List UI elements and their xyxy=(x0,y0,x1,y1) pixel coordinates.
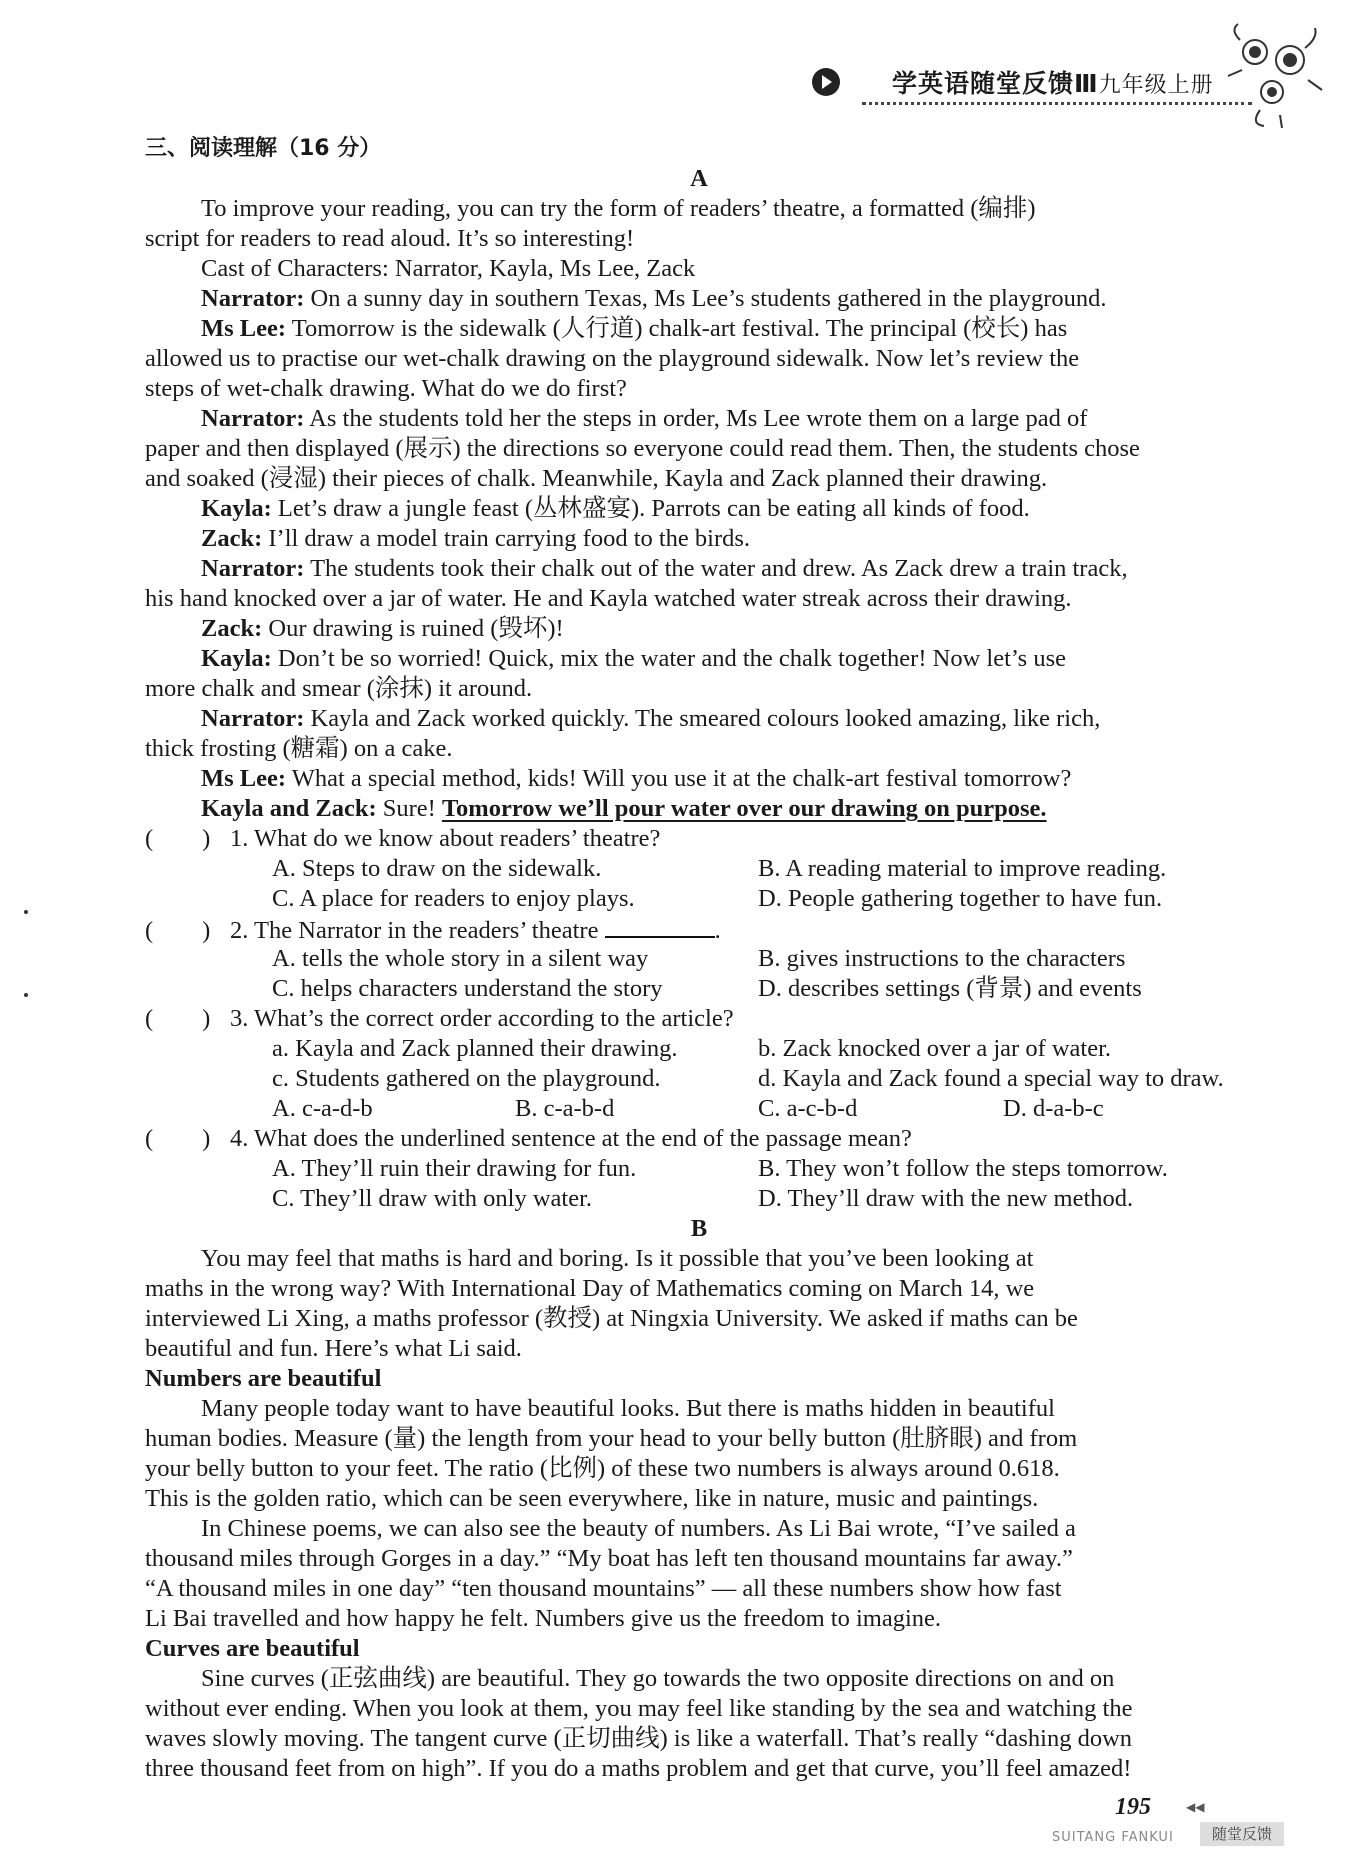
paragraph-line: “A thousand miles in one day” “ten thousand mountains” — all these numbers show how fast xyxy=(145,1575,1062,1602)
book-title: 学英语随堂反馈Ⅲ九年级上册 xyxy=(892,69,1214,98)
script-line: thick frosting (糖霜) on a cake. xyxy=(145,735,453,762)
script-line: his hand knocked over a jar of water. He and Kayla watched water streak across their drawing. xyxy=(145,585,1072,612)
passage-a-intro-line: script for readers to read aloud. It’s so interesting! xyxy=(145,225,635,252)
speaker: Kayla and Zack: xyxy=(201,795,377,822)
answer-paren[interactable]: ( ) xyxy=(145,917,211,944)
answer-paren[interactable]: ( ) xyxy=(145,1005,211,1032)
paragraph-line: without ever ending. When you look at them, you may feel like standing by the sea and watching the xyxy=(145,1695,1133,1722)
option: C. a-c-b-d xyxy=(758,1095,858,1122)
option: D. People gathering together to have fun. xyxy=(758,885,1163,912)
paragraph-line: waves slowly moving. The tangent curve (正切曲线) is like a waterfall. That’s really “dashing down xyxy=(145,1725,1133,1752)
question-stem: 1. What do we know about readers’ theatre? xyxy=(230,825,661,852)
script-line: Zack: I’ll draw a model train carrying food to the birds. xyxy=(201,525,751,552)
speaker: Narrator: xyxy=(201,555,305,582)
scan-speck xyxy=(24,993,28,997)
option: B. A reading material to improve reading. xyxy=(758,855,1167,882)
paragraph-line: In Chinese poems, we can also see the beauty of numbers. As Li Bai wrote, “I’ve sailed a xyxy=(201,1515,1076,1542)
option: B. They won’t follow the steps tomorrow. xyxy=(758,1155,1168,1182)
footer-brand-en: SUITANG FANKUI xyxy=(1052,1830,1174,1845)
speaker: Ms Lee: xyxy=(201,765,287,792)
double-arrow-left-icon: ◀◀ xyxy=(1186,1800,1205,1814)
event-item: d. Kayla and Zack found a special way to draw. xyxy=(758,1065,1224,1092)
question-4 xyxy=(145,1124,912,1154)
script-line: Narrator: The students took their chalk out of the water and drew. As Zack drew a train track, xyxy=(201,555,1128,582)
option: B. gives instructions to the characters xyxy=(758,945,1126,972)
paragraph-line: thousand miles through Gorges in a day.” “My boat has left ten thousand mountains far away.” xyxy=(145,1545,1073,1572)
answer-paren[interactable]: ( ) xyxy=(145,825,211,852)
script-line: Narrator: As the students told her the steps in order, Ms Lee wrote them on a large pad of xyxy=(201,405,1088,432)
paragraph-line: You may feel that maths is hard and boring. Is it possible that you’ve been looking at xyxy=(201,1245,1034,1272)
option: C. helps characters understand the story xyxy=(272,975,663,1002)
paragraph-line: maths in the wrong way? With International Day of Mathematics coming on March 14, we xyxy=(145,1275,1035,1302)
script-line: paper and then displayed (展示) the directions so everyone could read them. Then, the students chose xyxy=(145,435,1140,462)
option: B. c-a-b-d xyxy=(515,1095,615,1122)
fill-blank[interactable] xyxy=(605,914,715,938)
option: A. Steps to draw on the sidewalk. xyxy=(272,855,602,882)
script-line: Zack: Our drawing is ruined (毁坏)! xyxy=(201,615,564,642)
passage-a-label: A xyxy=(690,165,708,192)
event-item: c. Students gathered on the playground. xyxy=(272,1065,661,1092)
paragraph-line: beautiful and fun. Here’s what Li said. xyxy=(145,1335,522,1362)
passage-a-intro-line: To improve your reading, you can try the form of readers’ theatre, a formatted (编排) xyxy=(201,195,1036,222)
option: D. They’ll draw with the new method. xyxy=(758,1185,1134,1212)
option: A. c-a-d-b xyxy=(272,1095,373,1122)
subheading: Numbers are beautiful xyxy=(145,1365,382,1392)
speaker: Ms Lee: xyxy=(201,315,287,342)
page-number: 195 xyxy=(1115,1794,1151,1820)
section-title: 三、阅读理解（16 分） xyxy=(145,136,382,161)
paragraph-line: Li Bai travelled and how happy he felt. Numbers give us the freedom to imagine. xyxy=(145,1605,942,1632)
speaker: Kayla: xyxy=(201,645,272,672)
script-line: more chalk and smear (涂抹) it around. xyxy=(145,675,533,702)
script-line: Narrator: Kayla and Zack worked quickly. The smeared colours looked amazing, like rich, xyxy=(201,705,1101,732)
option: A. tells the whole story in a silent way xyxy=(272,945,649,972)
speaker: Kayla: xyxy=(201,495,272,522)
script-line: Ms Lee: Tomorrow is the sidewalk (人行道) chalk-art festival. The principal (校长) has xyxy=(201,315,1068,342)
script-line: Narrator: On a sunny day in southern Texas, Ms Lee’s students gathered in the playground. xyxy=(201,285,1107,312)
script-line: steps of wet-chalk drawing. What do we do first? xyxy=(145,375,627,402)
script-line: Kayla: Don’t be so worried! Quick, mix the water and the chalk together! Now let’s use xyxy=(201,645,1066,672)
option: D. describes settings (背景) and events xyxy=(758,975,1142,1002)
answer-paren[interactable]: ( ) xyxy=(145,1125,211,1152)
option: C. A place for readers to enjoy plays. xyxy=(272,885,635,912)
paragraph-line: human bodies. Measure (量) the length from your head to your belly button (肚脐眼) and from xyxy=(145,1425,1078,1452)
question-2: ( ) 2. The Narrator in the readers’ theatre . xyxy=(145,914,721,946)
speaker: Narrator: xyxy=(201,405,305,432)
paragraph-line: Sine curves (正弦曲线) are beautiful. They go towards the two opposite directions on and on xyxy=(201,1665,1115,1692)
event-item: b. Zack knocked over a jar of water. xyxy=(758,1035,1112,1062)
speaker: Zack: xyxy=(201,525,263,552)
speaker: Zack: xyxy=(201,615,263,642)
question-stem: 2. The Narrator in the readers’ theatre xyxy=(230,917,599,944)
script-line: Kayla and Zack: Sure! Tomorrow we’ll pour water over our drawing on purpose. xyxy=(201,795,1047,822)
question-stem: 4. What does the underlined sentence at the end of the passage mean? xyxy=(230,1125,912,1152)
passage-a-cast: Cast of Characters: Narrator, Kayla, Ms Lee, Zack xyxy=(201,255,696,282)
speaker: Narrator: xyxy=(201,285,305,312)
speaker: Narrator: xyxy=(201,705,305,732)
script-line: Ms Lee: What a special method, kids! Will you use it at the chalk-art festival tomorrow? xyxy=(201,765,1072,792)
subheading: Curves are beautiful xyxy=(145,1635,360,1662)
option: A. They’ll ruin their drawing for fun. xyxy=(272,1155,637,1182)
question-stem: 3. What’s the correct order according to the article? xyxy=(230,1005,734,1032)
event-item: a. Kayla and Zack planned their drawing. xyxy=(272,1035,678,1062)
option: C. They’ll draw with only water. xyxy=(272,1185,593,1212)
paragraph-line: your belly button to your feet. The ratio (比例) of these two numbers is always around 0.618. xyxy=(145,1455,1060,1482)
question-1 xyxy=(145,824,660,854)
option: D. d-a-b-c xyxy=(1003,1095,1104,1122)
scan-speck xyxy=(24,910,28,914)
footer-brand-cn: 随堂反馈 xyxy=(1200,1822,1284,1846)
paragraph-line: three thousand feet from on high”. If you do a maths problem and get that curve, you’ll feel amazed! xyxy=(145,1755,1132,1782)
script-line: and soaked (浸湿) their pieces of chalk. Meanwhile, Kayla and Zack planned their drawing. xyxy=(145,465,1048,492)
script-line: Kayla: Let’s draw a jungle feast (丛林盛宴). Parrots can be eating all kinds of food. xyxy=(201,495,1030,522)
script-line: allowed us to practise our wet-chalk drawing on the playground sidewalk. Now let’s review the xyxy=(145,345,1080,372)
paragraph-line: interviewed Li Xing, a maths professor (教授) at Ningxia University. We asked if maths can be xyxy=(145,1305,1078,1332)
header-dotted-rule xyxy=(862,102,1252,105)
play-circle-icon xyxy=(812,68,840,96)
flower-decoration-icon xyxy=(1220,20,1330,130)
passage-b-label: B xyxy=(690,1215,708,1242)
question-3 xyxy=(145,1004,734,1034)
paragraph-line: This is the golden ratio, which can be seen everywhere, like in nature, music and paintings. xyxy=(145,1485,1039,1512)
underlined-sentence: Tomorrow we’ll pour water over our drawing on purpose. xyxy=(441,795,1047,822)
paragraph-line: Many people today want to have beautiful looks. But there is maths hidden in beautiful xyxy=(201,1395,1055,1422)
book-subtitle: 九年级上册 xyxy=(1098,73,1214,98)
